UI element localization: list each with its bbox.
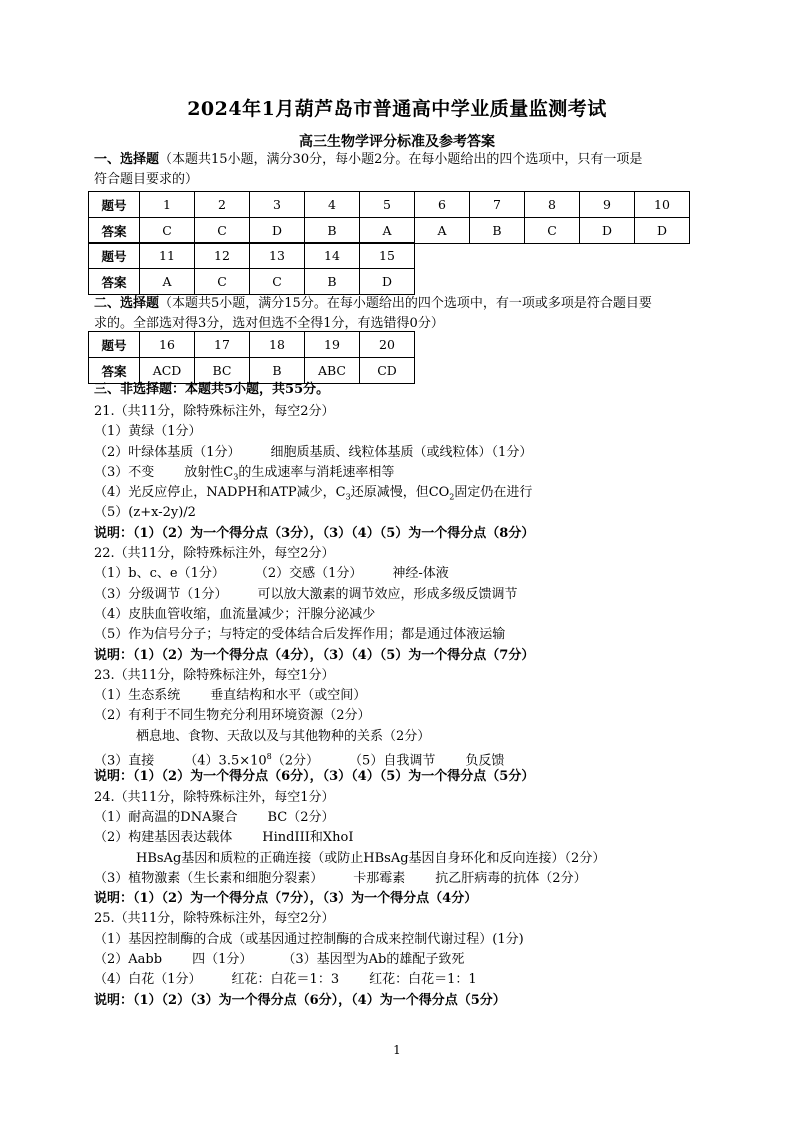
section3-content [94,402,734,1011]
q25-line3-b: 红花：白花＝1：3 [231,972,340,988]
page-subtitle: 高三生物学评分标准及参考答案 [299,134,495,150]
section2-desc-line1: （本题共5小题，满分15分。在每小题给出的四个选项中，有一项或多项是符合题目要 [159,296,652,311]
table-cell: D [580,218,635,244]
table-cell: B [305,218,360,244]
table-cell: CD [360,358,415,384]
q21-line3-b: 放射性C [184,464,234,480]
q23-line4 [94,747,734,767]
table-row [89,269,415,295]
q22-line1-b: （2）交感（1分） [254,566,363,582]
table-cell: ACD [140,358,195,384]
table-cell: A [360,218,415,244]
table-cell: 5 [360,192,415,218]
q22-line3: （4）皮肤血管收缩，血流量减少；汗腺分泌减少 [94,606,376,622]
table-cell: ABC [305,358,360,384]
q24-line1 [94,808,734,828]
row-label-answer: 答案 [89,358,140,384]
q23-head: 23.（共11分，除特殊标注外，每空1分） [94,667,335,683]
table-cell: C [525,218,580,244]
q23-line1-a: （1）生态系统 [94,688,181,704]
q22-line1 [94,564,734,584]
table-cell: 15 [360,243,415,269]
section2-intro [94,294,704,334]
table-cell: 16 [140,332,195,358]
q23-line4-c: （2分） [271,753,320,769]
q22-line1-a: （1）b、c、e（1分） [94,566,225,582]
q24-line1-b: BC（2分） [267,809,335,825]
q25-line2-c: （3）基因型为Ab的雄配子致死 [282,952,465,968]
q22-line4: （5）作为信号分子；与特定的受体结合后发挥作用；都是通过体液运输 [94,627,506,643]
q24-line2-b: HindIII和XhoI [262,830,354,846]
table-cell: C [250,269,305,295]
q24-line1-a: （1）耐高温的DNA聚合 [94,809,238,825]
section1-table-b [88,242,415,295]
row-label-number: 题号 [89,243,140,269]
q21-line4-a: （4）光反应停止，NADPH和ATP减少，C [94,485,346,501]
table-cell: 4 [305,192,360,218]
section1-heading: 一、选择题 [94,152,160,167]
table-cell: 20 [360,332,415,358]
table-cell: 18 [250,332,305,358]
q21-line3 [94,463,734,483]
section2-table [88,331,415,384]
q23-line4-sup: 8 [266,752,272,762]
page-title: 2024年1月葫芦岛市普通高中学业质量监测考试 [187,98,607,120]
q25-line3-c: 红花：白花＝1：1 [369,972,477,988]
q22-line2-b: 可以放大激素的调节效应，形成多级反馈调节 [257,586,518,602]
q23-line4-b: （4）3.5×10 [184,753,267,769]
table-cell: A [415,218,470,244]
q24-line2-a: （2）构建基因表达载体 [94,830,233,846]
q23-line1 [94,686,734,706]
q23-line1-b: 垂直结构和水平（或空间） [210,688,367,704]
q21-line2-b: 细胞质基质、线粒体基质（或线粒体）（1分） [270,444,533,460]
section1-table [88,191,690,244]
table-cell: 11 [140,243,195,269]
table-row [89,332,415,358]
q24-head: 24.（共11分，除特殊标注外，每空1分） [94,789,335,805]
q25-line2-b: 四（1分） [192,952,253,968]
q21-line2 [94,443,734,463]
row-label-answer: 答案 [89,218,140,244]
table-cell: 7 [470,192,525,218]
q24-line4 [94,869,734,889]
section3-heading: 三、非选择题：本题共5小题，共55分。 [94,382,330,397]
q24-line4-a: （3）植物激素（生长素和细胞分裂素） [94,870,324,886]
table-cell: 3 [250,192,305,218]
table-cell: C [195,269,250,295]
table-cell: 19 [305,332,360,358]
q21-note: 说明：（1）（2）为一个得分点（3分），（3）（4）（5）为一个得分点（8分） [94,525,535,541]
q22-line2-a: （3）分级调节（1分） [94,586,228,602]
q25-note: 说明：（1）（2）（3）为一个得分点（6分），（4）为一个得分点（5分） [94,992,506,1008]
table-cell: 13 [250,243,305,269]
q21-line4-sub: 3 [345,492,351,502]
q21-line4 [94,483,734,503]
q25-line1: （1）基因控制酶的合成（或基因通过控制酶的合成来控制代谢过程）(1分) [94,931,524,947]
q22-line2 [94,585,734,605]
q23-line4-e: 负反馈 [465,753,505,769]
q23-note: 说明：（1）（2）为一个得分点（6分），（3）（4）（5）为一个得分点（5分） [94,769,535,785]
section2-heading: 二、选择题 [94,296,160,311]
q23-line2: （2）有利于不同生物充分利用环境资源（2分） [94,708,371,724]
q21-line3-a: （3）不变 [94,464,155,480]
table-cell: C [195,218,250,244]
table-cell: 1 [140,192,195,218]
q24-line3: HBsAg基因和质粒的正确连接（或防止HBsAg基因自身环化和反向连接）（2分） [136,850,606,866]
q21-line3-c: 的生成速率与消耗速率相等 [238,464,395,480]
page-number: 1 [393,1043,401,1057]
section2-desc-line2: 求的。全部选对得3分，选对但选不全得1分，有选错得0分） [94,316,444,331]
q22-line1-c: 神经-体液 [392,566,449,582]
table-cell: B [250,358,305,384]
table-cell: A [140,269,195,295]
q21-line4-c: 固定仍在进行 [454,485,533,501]
q22-head: 22.（共11分，除特殊标注外，每空2分） [94,546,335,562]
q24-note: 说明：（1）（2）为一个得分点（7分），（3）为一个得分点（4分） [94,891,478,907]
q21-line4-b: 还原减慢，但CO [350,485,450,501]
table-cell: D [635,218,690,244]
q21-line5: （5）(z+x-2y)/2 [94,505,196,521]
table-cell: C [140,218,195,244]
q22-note: 说明：（1）（2）为一个得分点（4分），（3）（4）（5）为一个得分点（7分） [94,647,535,663]
table-row [89,218,690,244]
q24-line4-b: 卡那霉素 [353,870,406,886]
q24-line4-c: 抗乙肝病毒的抗体（2分） [435,870,587,886]
table-cell: 17 [195,332,250,358]
table-cell: D [250,218,305,244]
q23-line4-d: （5）自我调节 [349,753,436,769]
q23-line3: 栖息地、食物、天敌以及与其他物种的关系（2分） [136,728,431,744]
row-label-number: 题号 [89,192,140,218]
q21-line3-sub: 3 [233,472,239,482]
table-row [89,243,415,269]
table-cell: 9 [580,192,635,218]
section1-desc-line1: （本题共15小题，满分30分，每小题2分。在每小题给出的四个选项中，只有一项是 [159,152,643,167]
table-cell: D [360,269,415,295]
table-cell: 10 [635,192,690,218]
q25-line2-a: （2）Aabb [94,952,163,968]
q25-line3 [94,970,734,990]
row-label-number: 题号 [89,332,140,358]
table-cell: 6 [415,192,470,218]
q23-line4-a: （3）直接 [94,753,155,769]
table-cell: B [470,218,525,244]
q25-line2 [94,950,734,970]
table-row [89,192,690,218]
table-cell: 2 [195,192,250,218]
q21-line4-sub2: 2 [449,492,455,502]
section1-desc-line2: 符合题目要求的） [94,172,199,187]
q21-line2-a: （2）叶绿体基质（1分） [94,444,241,460]
table-cell: 12 [195,243,250,269]
table-cell: B [305,269,360,295]
table-cell: 14 [305,243,360,269]
table-cell: BC [195,358,250,384]
table-cell: 8 [525,192,580,218]
q24-line2 [94,828,734,848]
q25-line3-a: （4）白花（1分） [94,972,202,988]
q21-line1: （1）黄绿（1分） [94,424,202,440]
section1-intro [94,150,704,190]
q25-head: 25.（共11分，除特殊标注外，每空2分） [94,911,335,927]
q21-head: 21.（共11分，除特殊标注外，每空2分） [94,404,335,419]
row-label-answer: 答案 [89,269,140,295]
